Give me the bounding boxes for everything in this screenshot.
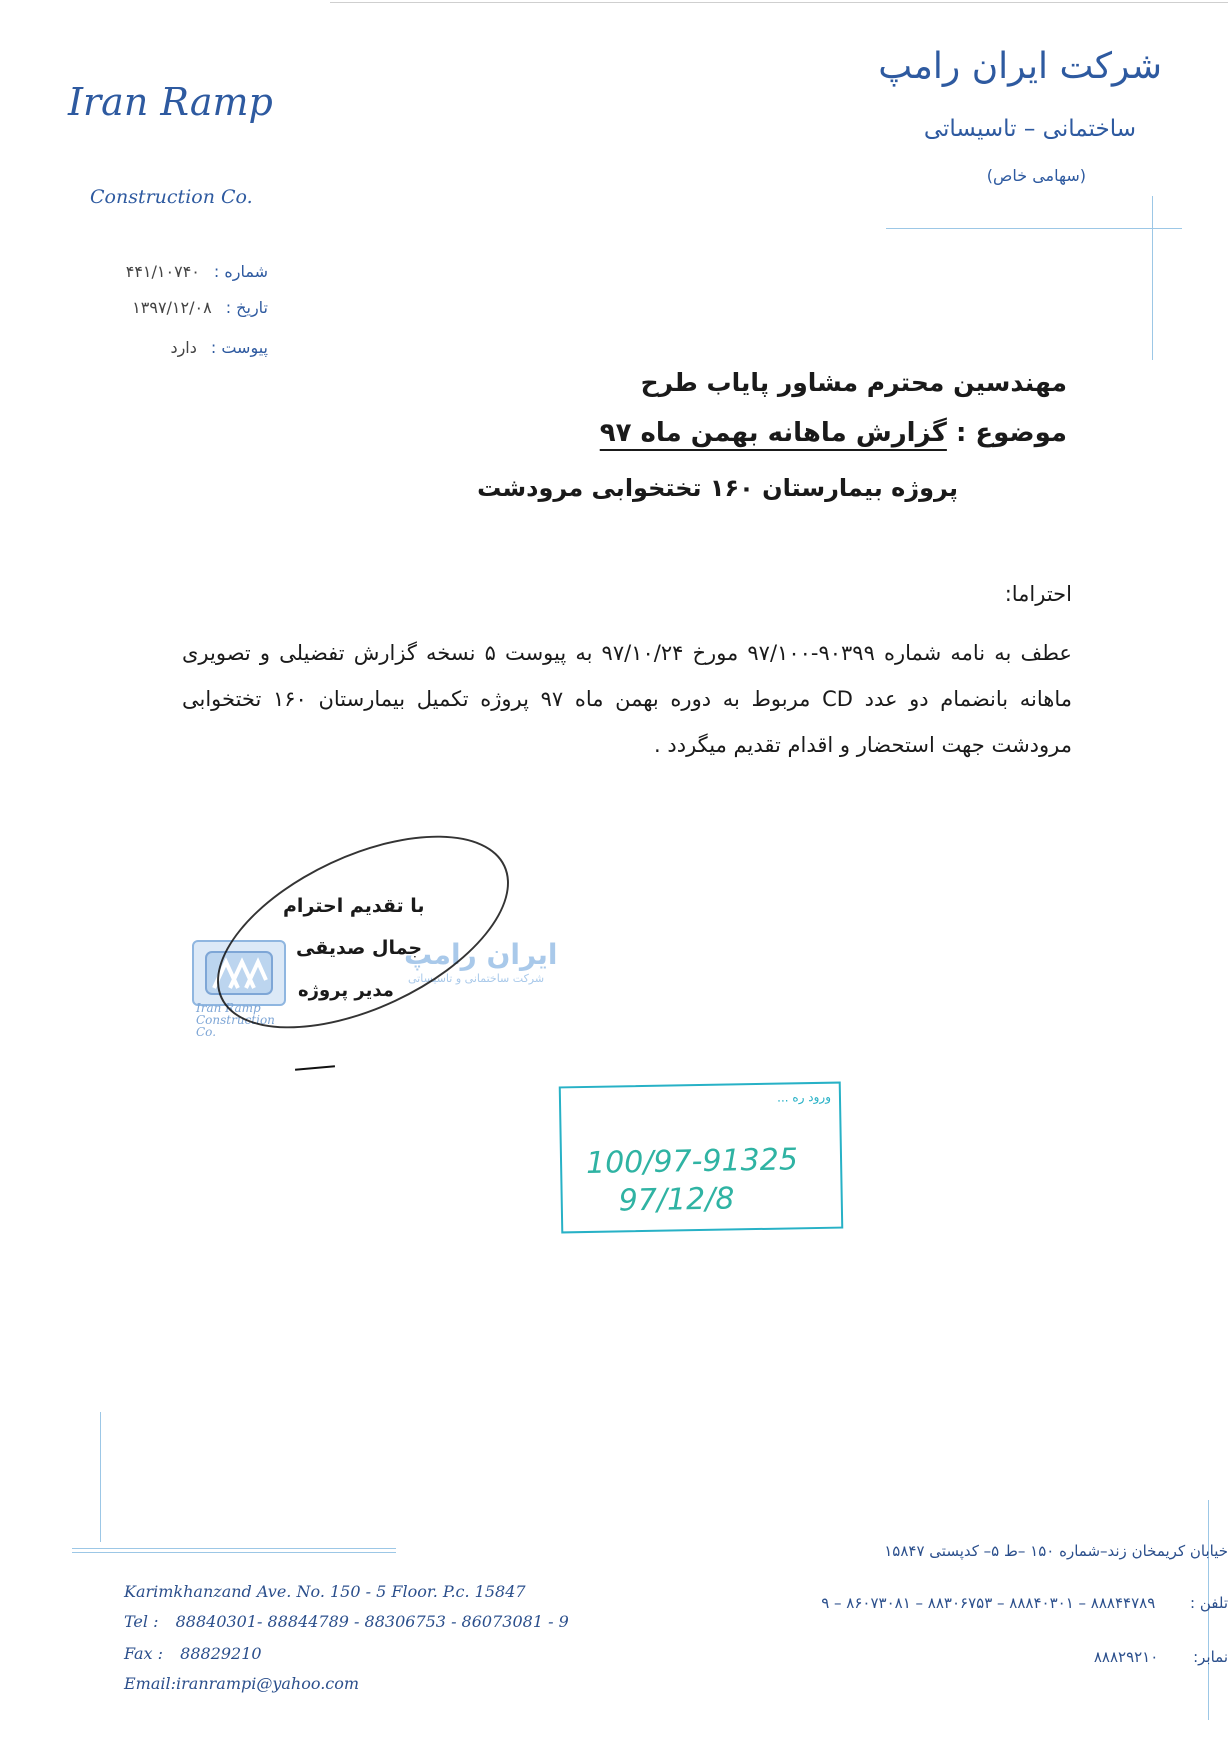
footer-email: Email:iranrampi@yahoo.com [124, 1674, 360, 1693]
top-edge-rule [330, 2, 1228, 3]
header-rule-right-vertical [1152, 196, 1153, 360]
seal-label-en: Iran Ramp Construction Co. [196, 1001, 275, 1039]
footer-fax-value: 88829210 [180, 1644, 262, 1663]
letter-project: پروژه بیمارستان ۱۶۰ تختخوابی مرودشت [477, 474, 958, 502]
letter-body-paragraph: عطف به نامه شماره ۹۰۳۹۹-۹۷/۱۰۰ مورخ ۹۷/۱۰/۲۴ به پیوست ۵ نسخه گزارش تفضیلی و تصویری ماهانه بانضمام دو عدد CD مربوط به دوره بهمن ماه ۹۷ پروژه تکمیل بیمارستان ۱۶۰ تختخوابی مرودشت جهت استحضار و اقدام تقدیم میگردد . [182, 641, 1073, 757]
signer-name: جمال صدیقی [296, 937, 423, 959]
stamp-date: 97/12/8 [618, 1181, 735, 1219]
footer-rule-vertical [100, 1412, 101, 1542]
company-name-fa: شرکت ایران رامپ [878, 46, 1162, 87]
footer-tel-en [124, 1612, 569, 1631]
company-subtitle-en: Construction Co. [90, 186, 253, 208]
company-subtitle-fa: ساختمانی – تاسیساتی [923, 116, 1136, 142]
footer-tel-fa-label: تلفن : [1190, 1594, 1228, 1612]
stamp-header: ورود ره ... [776, 1089, 832, 1105]
footer-rule-horizontal-2 [72, 1552, 396, 1553]
footer-fax-en [124, 1644, 262, 1663]
letter-subject-label: موضوع : [955, 418, 1067, 448]
footer-fax-fa [1094, 1648, 1228, 1666]
footer-fax-fa-value: ۸۸۸۲۹۲۱۰ [1093, 1648, 1159, 1666]
meta-attachment-value: دارد [170, 338, 197, 357]
signature-closing: با تقدیم احترام [283, 895, 425, 917]
meta-number-label: شماره : [213, 262, 268, 281]
footer-address-en: Karimkhanzand Ave. No. 150 - 5 Floor. P.c. 15847 [124, 1582, 526, 1601]
meta-number [58, 262, 268, 281]
company-name-en: Iran Ramp [68, 80, 273, 124]
seal-label-fa-sub: شرکت ساختمانی و تاسیساتی [408, 972, 545, 985]
footer-fax-label: Fax : [124, 1644, 164, 1663]
signer-title: مدیر پروژه [298, 980, 394, 1001]
footer-address-fa: خیابان کریمخان زند–شماره ۱۵۰ –ط ۵– کدپستی ۱۵۸۴۷ [884, 1542, 1228, 1560]
letter-subject [600, 418, 1067, 448]
meta-date [58, 298, 268, 317]
header-rule-right [886, 228, 1182, 229]
letter-recipient: مهندسین محترم مشاور پایاب طرح [640, 368, 1067, 397]
letter-salutation: احتراما: [1004, 582, 1072, 606]
meta-attachment [58, 338, 268, 357]
footer-tel-label: Tel : [124, 1612, 159, 1631]
receipt-stamp [559, 1082, 844, 1234]
signature-tick-mark [295, 1065, 335, 1070]
meta-date-label: تاریخ : [225, 298, 268, 317]
meta-attachment-label: پیوست : [210, 338, 268, 357]
meta-date-value: ۱۳۹۷/۱۲/۰۸ [132, 298, 212, 317]
meta-number-value: ۴۴۱/۱۰۷۴۰ [125, 262, 200, 281]
letter-subject-value: گزارش ماهانه بهمن ماه ۹۷ [599, 418, 947, 448]
stamp-number: 100/97-91325 [585, 1142, 799, 1182]
footer-tel-fa-value: ۸۸۸۴۴۷۸۹ – ۸۸۸۴۰۳۰۱ – ۸۸۳۰۶۷۵۳ – ۸۶۰۷۳۰۸۱ – ۹ [821, 1594, 1156, 1612]
seal-label-fa: ایران رامپ [404, 938, 558, 971]
footer-tel-value: 88840301- 88844789 - 88306753 - 86073081 - 9 [175, 1612, 569, 1631]
footer-tel-fa [821, 1594, 1228, 1612]
footer-rule-horizontal [72, 1548, 396, 1549]
company-type-fa: (سهامی خاص) [986, 166, 1086, 185]
footer-fax-fa-label: نمابر: [1193, 1648, 1228, 1666]
